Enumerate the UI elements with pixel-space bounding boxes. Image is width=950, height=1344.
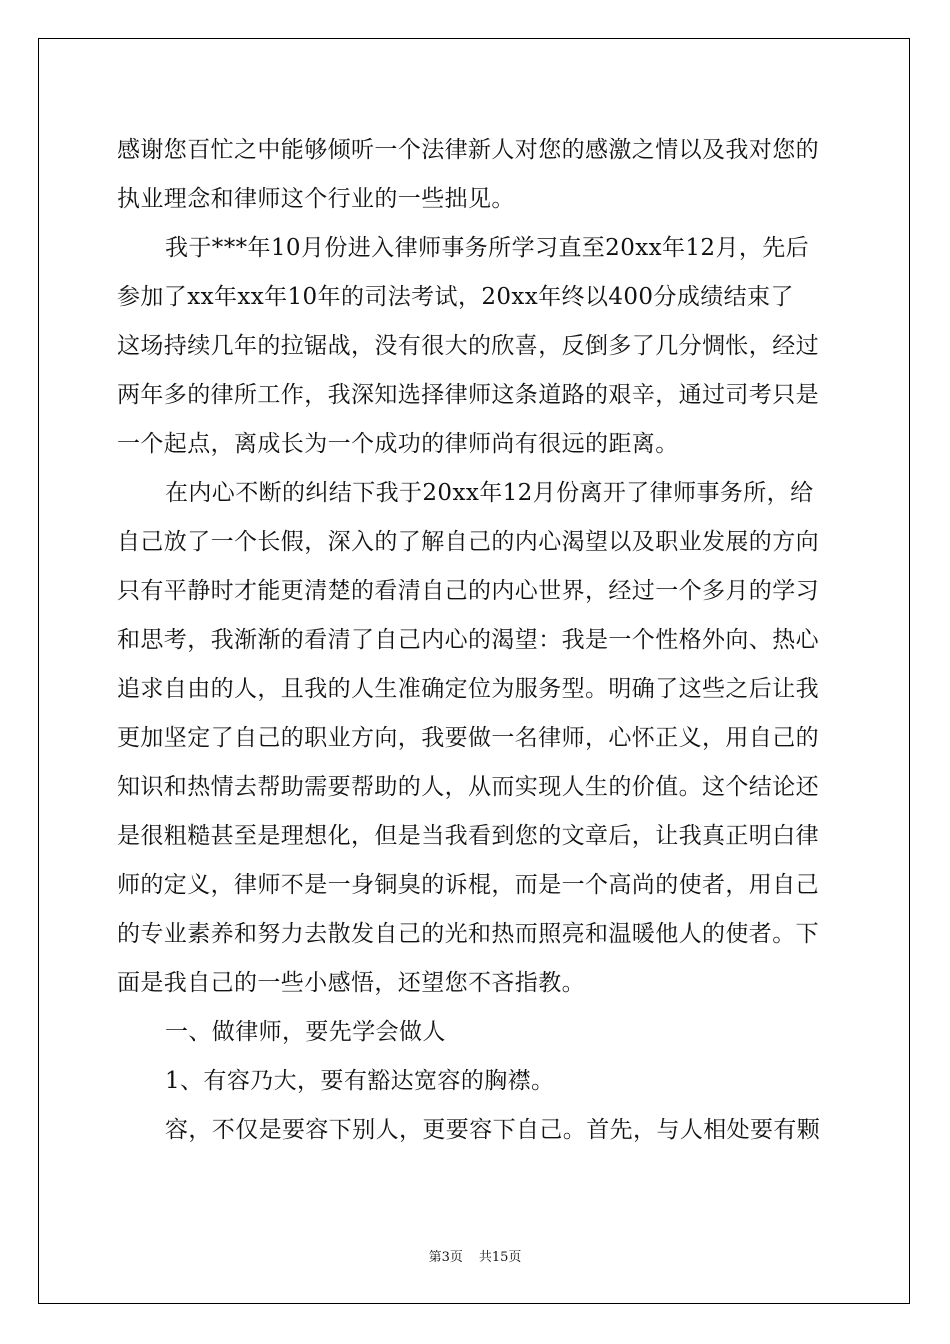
text-line: 知识和热情去帮助需要帮助的人，从而实现人生的价值。这个结论还 <box>117 774 819 800</box>
text-line: 自己放了一个长假，深入的了解自己的内心渴望以及职业发展的方向 <box>117 529 819 555</box>
page-number: 第3页 <box>428 1250 463 1265</box>
text-line: 和思考，我渐渐的看清了自己内心的渴望：我是一个性格外向、热心 <box>117 627 819 653</box>
document-body <box>117 126 837 1155</box>
page-total: 共15页 <box>478 1250 522 1265</box>
text-line: 一、做律师，要先学会做人 <box>165 1019 446 1045</box>
text-line: 追求自由的人，且我的人生准确定位为服务型。明确了这些之后让我 <box>117 676 819 702</box>
text-line: 容，不仅是要容下别人，更要容下自己。首先，与人相处要有颗 <box>165 1117 821 1143</box>
text-line: 两年多的律所工作，我深知选择律师这条道路的艰辛，通过司考只是 <box>117 382 819 408</box>
text-line: 我于***年10月份进入律师事务所学习直至20xx年12月，先后 <box>165 235 810 261</box>
text-line: 更加坚定了自己的职业方向，我要做一名律师，心怀正义，用自己的 <box>117 725 819 751</box>
text-line: 参加了xx年xx年10年的司法考试，20xx年终以400分成绩结束了 <box>117 284 794 310</box>
text-line: 面是我自己的一些小感悟，还望您不吝指教。 <box>117 970 585 996</box>
text-line: 是很粗糙甚至是理想化，但是当我看到您的文章后，让我真正明白律 <box>117 823 819 849</box>
text-line: 这场持续几年的拉锯战，没有很大的欣喜，反倒多了几分惆怅，经过 <box>117 333 819 359</box>
text-line: 在内心不断的纠结下我于20xx年12月份离开了律师事务所，给 <box>165 480 814 506</box>
text-line: 1、有容乃大，要有豁达宽容的胸襟。 <box>165 1068 555 1094</box>
text-line: 执业理念和律师这个行业的一些拙见。 <box>117 186 515 212</box>
text-line: 的专业素养和努力去散发自己的光和热而照亮和温暖他人的使者。下 <box>117 921 819 947</box>
text-line: 一个起点，离成长为一个成功的律师尚有很远的距离。 <box>117 431 679 457</box>
text-line: 感谢您百忙之中能够倾听一个法律新人对您的感激之情以及我对您的 <box>117 137 819 163</box>
text-line: 师的定义，律师不是一身铜臭的诉棍，而是一个高尚的使者，用自己 <box>117 872 819 898</box>
page-footer <box>0 1246 950 1265</box>
text-line: 只有平静时才能更清楚的看清自己的内心世界，经过一个多月的学习 <box>117 578 819 604</box>
